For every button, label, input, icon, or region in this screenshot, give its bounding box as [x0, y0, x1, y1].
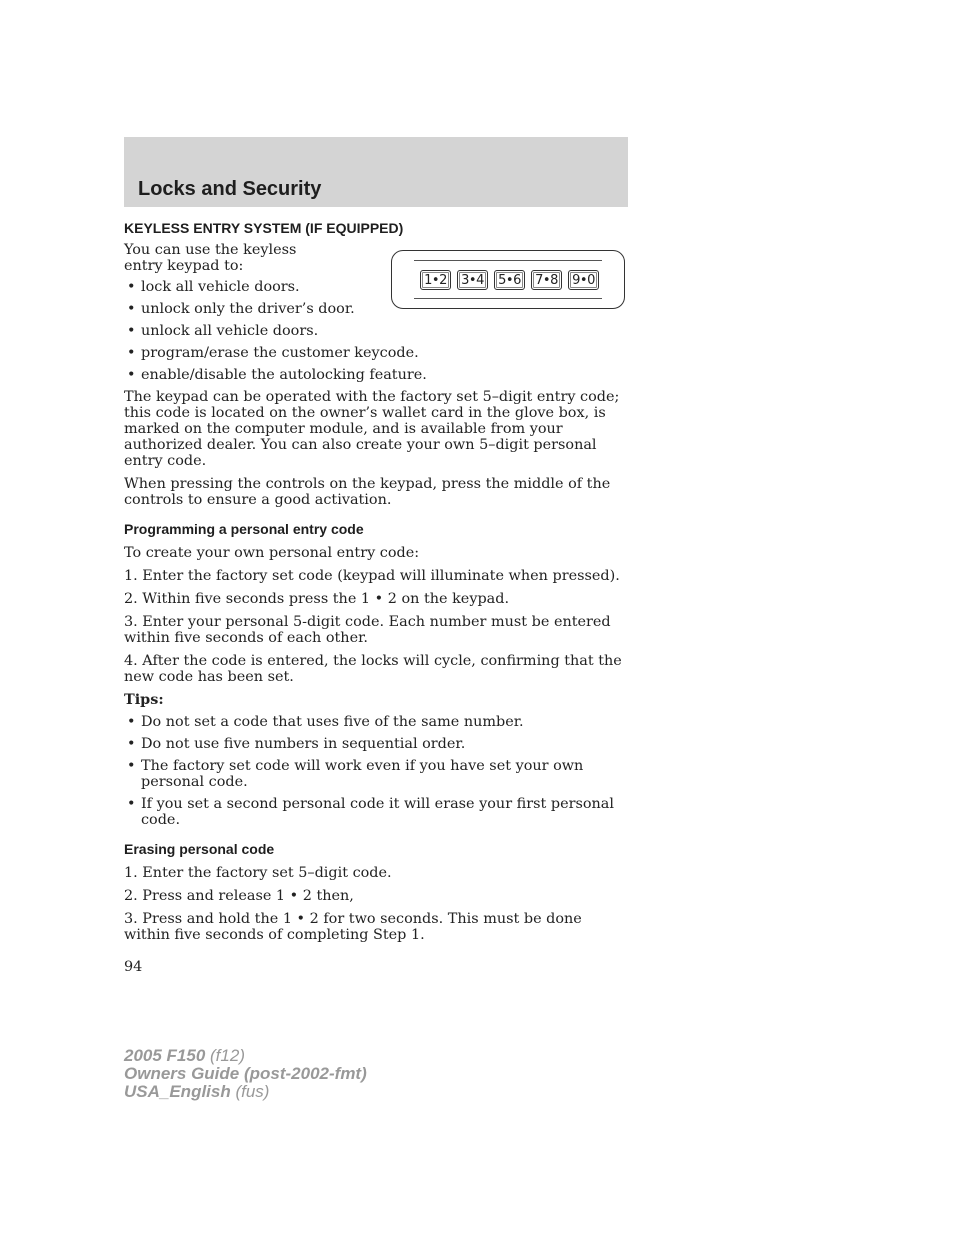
page-content: [124, 220, 628, 982]
main-heading: KEYLESS ENTRY SYSTEM (IF EQUIPPED): [124, 220, 404, 236]
keypad-key-1-2: 1•2: [420, 270, 451, 290]
keypad-key-9-0: 9•0: [568, 270, 599, 290]
footer-line-guide: [124, 1065, 367, 1083]
keypad-key-7-8: 7•8: [531, 270, 562, 290]
footer-line-model: [124, 1047, 367, 1065]
paragraph-factory-code: The keypad can be operated with the factory set 5–digit entry code; this code is located on the owner’s wallet card in the glove box, is marked on the computer module, and is available from your authorized dealer. You can also create your own 5–digit personal entry code.: [124, 389, 620, 469]
programming-step: 3. Enter your personal 5-digit code. Each number must be entered within five seconds of each other.: [124, 614, 611, 646]
paragraph-pressing-controls: When pressing the controls on the keypad, press the middle of the controls to ensure a good activation.: [124, 476, 611, 508]
keypad-key-5-6: 5•6: [494, 270, 525, 290]
programming-heading: Programming a personal entry code: [124, 521, 364, 537]
section-title: Locks and Security: [138, 178, 322, 200]
programming-step: 2. Within five seconds press the 1 • 2 on the keypad.: [124, 591, 510, 607]
erasing-heading: Erasing personal code: [124, 841, 275, 857]
footer-locale: USA_English: [124, 1082, 231, 1101]
list-item: • program/erase the customer keycode.: [124, 345, 628, 361]
programming-step: 4. After the code is entered, the locks will cycle, confirming that the new code has been set.: [124, 653, 622, 685]
footer-line-locale: [124, 1083, 367, 1101]
footer-locale-code: (fus): [230, 1082, 270, 1101]
list-item: • lock all vehicle doors.: [124, 279, 628, 295]
tips-list: [124, 714, 628, 828]
list-item: • If you set a second personal code it will erase your first personal code.: [124, 796, 628, 828]
keypad-key-3-4: 3•4: [457, 270, 488, 290]
intro-text: You can use the keyless entry keypad to:: [124, 242, 297, 274]
list-item: • unlock only the driver’s door.: [124, 301, 628, 317]
list-item: • The factory set code will work even if you have set your own personal code.: [124, 758, 628, 790]
erasing-step: 1. Enter the factory set 5–digit code.: [124, 865, 392, 881]
tips-label: Tips:: [124, 691, 164, 708]
page-number: 94: [124, 959, 143, 975]
footer-guide: Owners Guide (post-2002-fmt): [124, 1064, 367, 1083]
programming-step: 1. Enter the factory set code (keypad will illuminate when pressed).: [124, 568, 620, 584]
erasing-step: 3. Press and hold the 1 • 2 for two seconds. This must be done within five seconds of completing Step 1.: [124, 911, 582, 943]
uses-list: [124, 279, 628, 383]
list-item: • Do not set a code that uses five of the same number.: [124, 714, 628, 730]
list-item: • enable/disable the autolocking feature.: [124, 367, 628, 383]
list-item: • Do not use five numbers in sequential order.: [124, 736, 628, 752]
section-header-band: [124, 137, 628, 207]
footer-model-code: (f12): [205, 1046, 245, 1065]
footer-model: 2005 F150: [124, 1046, 206, 1065]
erasing-step: 2. Press and release 1 • 2 then,: [124, 888, 354, 904]
programming-intro: To create your own personal entry code:: [124, 545, 420, 561]
list-item: • unlock all vehicle doors.: [124, 323, 628, 339]
footer-doc-info: [124, 1047, 367, 1101]
